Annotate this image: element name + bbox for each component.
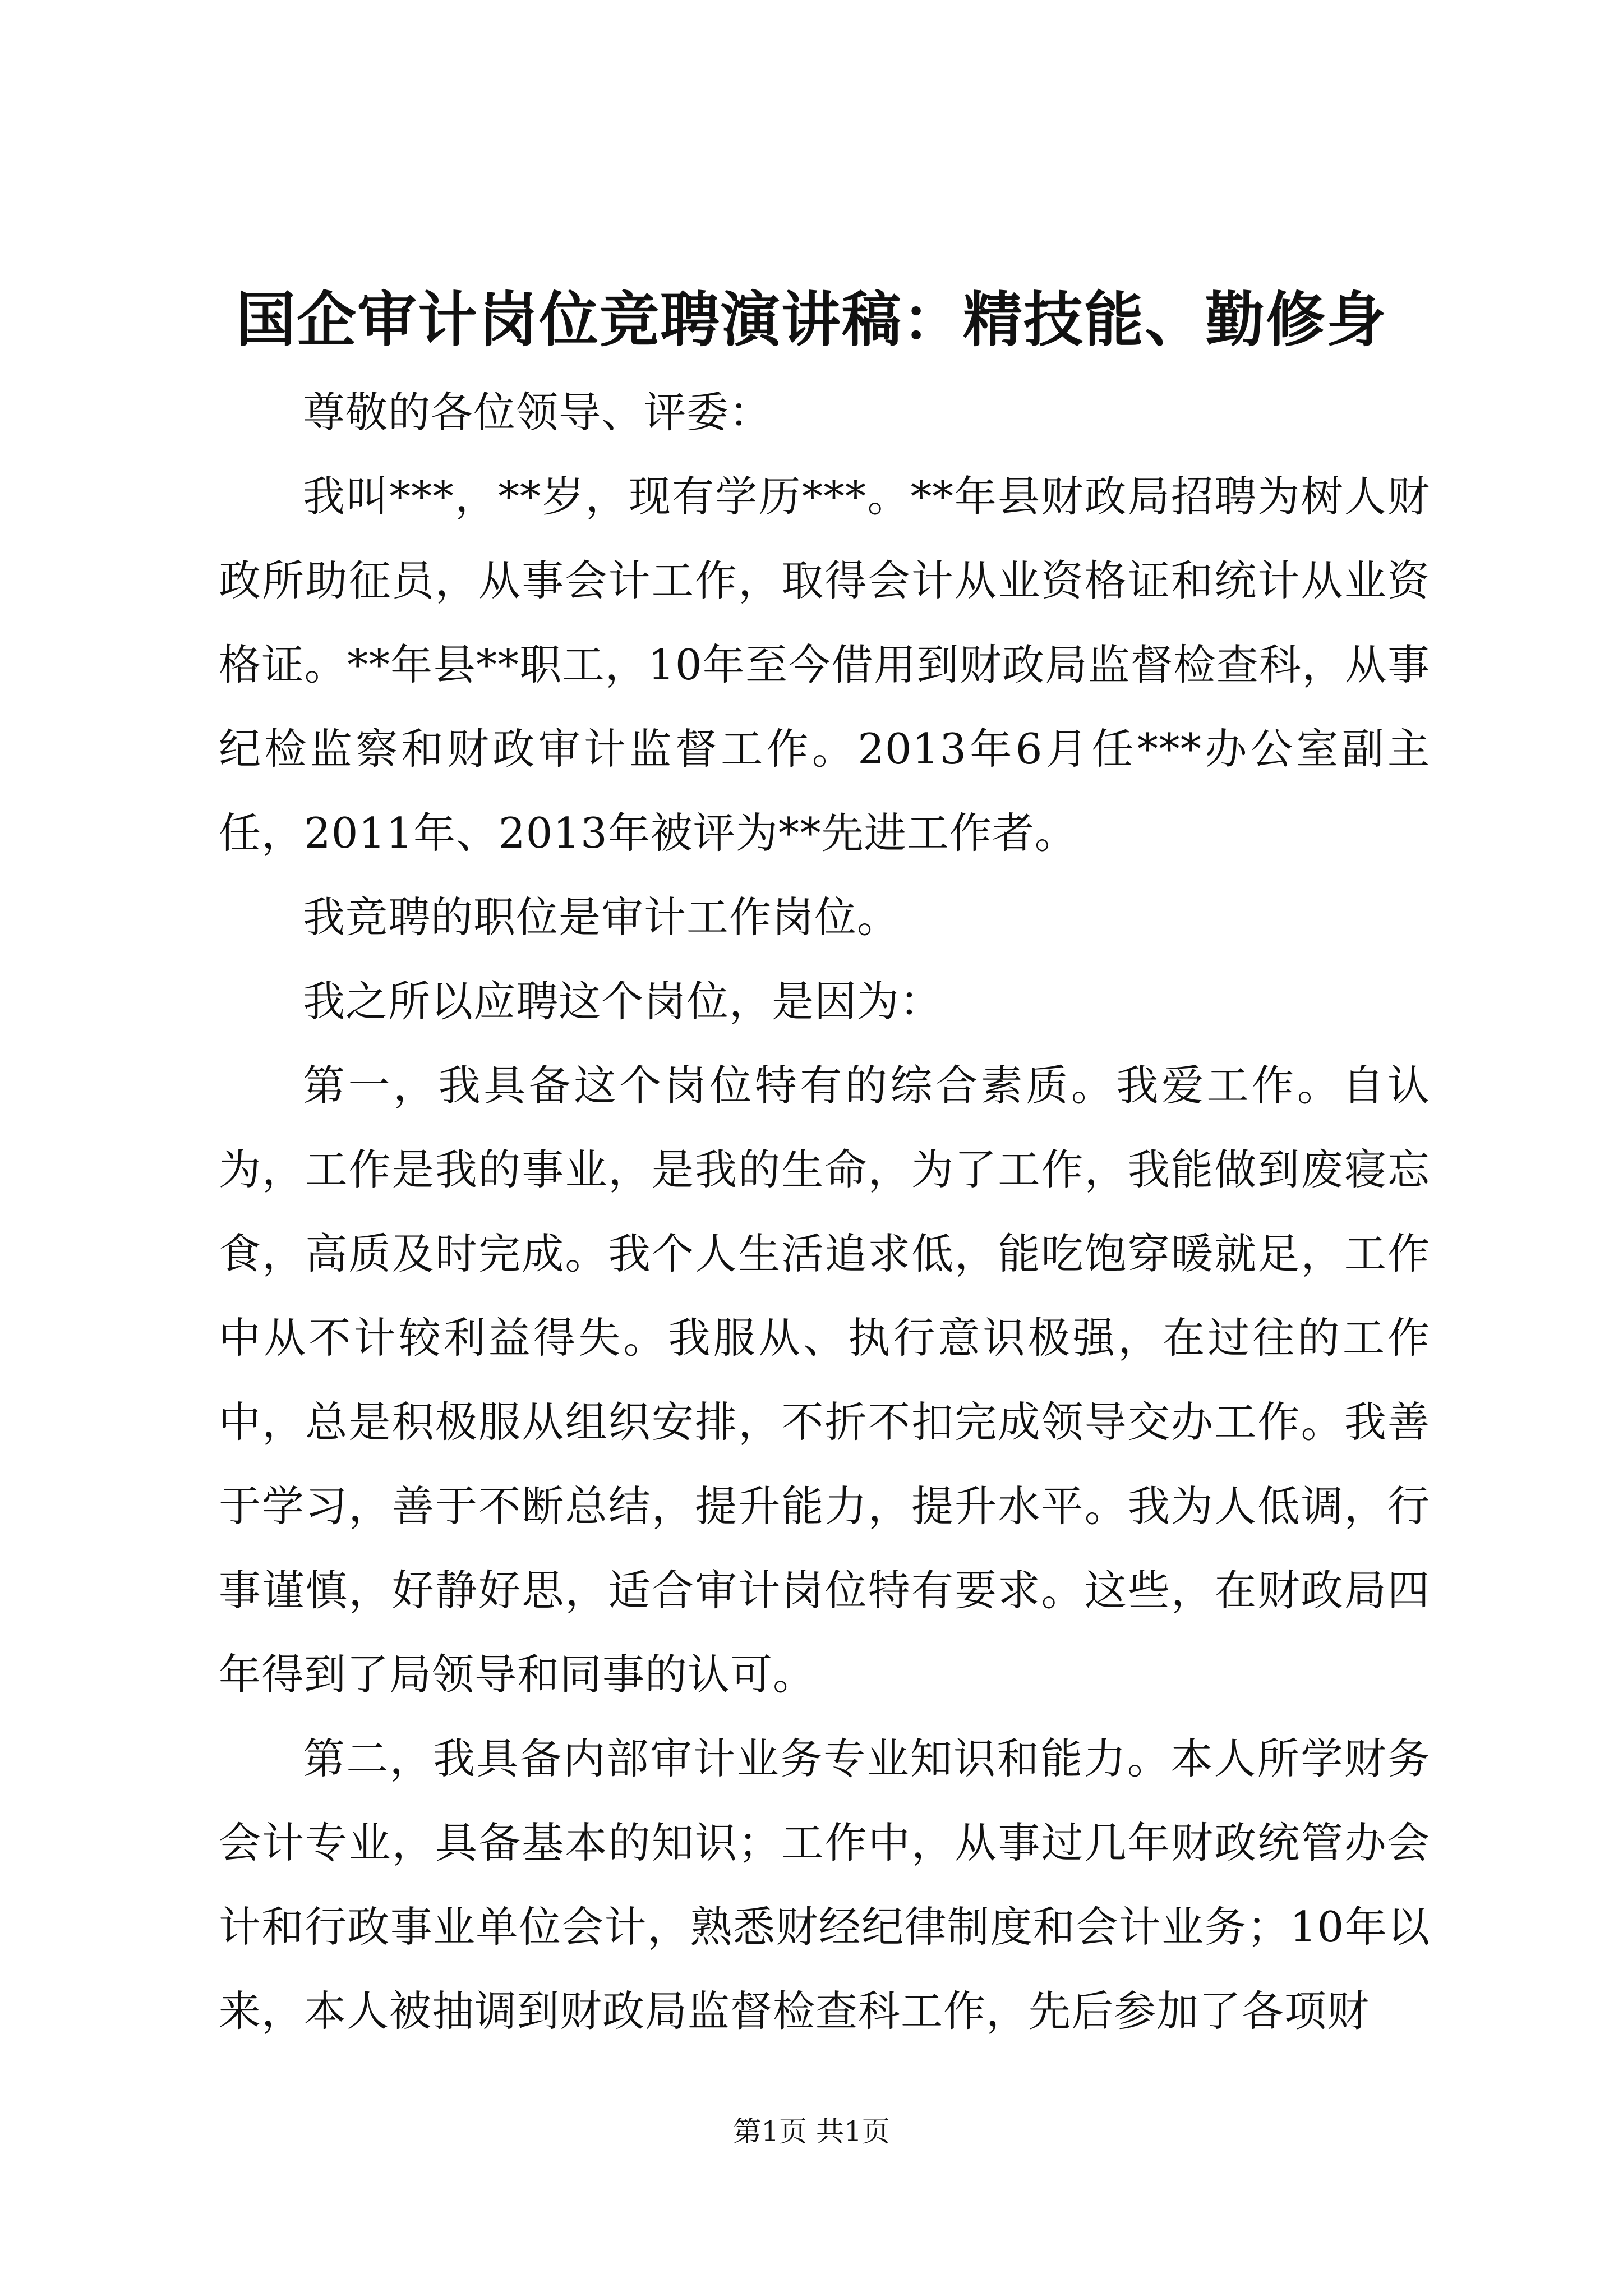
paragraph-self-introduction: 我叫***，**岁，现有学历***。**年县财政局招聘为树人财政所助征员，从事会计工作，取得会计从业资格证和统计从业资格证。**年县**职工，10年至今借用到财政局监督检查科，从事纪检监察和财政审计监督工作。2013年6月任***办公室副主任，2011年、2013年被评为**先进工作者。 [219, 472, 1430, 858]
paragraph-salutation: 尊敬的各位领导、评委： [303, 388, 772, 437]
paragraph-first-reason: 第一，我具备这个岗位特有的综合素质。我爱工作。自认为，工作是我的事业，是我的生命，为了工作，我能做到废寝忘食，高质及时完成。我个人生活追求低，能吃饱穿暖就足，工作中从不计较利益得失。我服从、执行意识极强，在过往的工作中，总是积极服从组织安排，不折不扣完成领导交办工作。我善于学习，善于不断总结，提升能力，提升水平。我为人低调，行事谨慎，好静好思，适合审计岗位特有要求。这些，在财政局四年得到了局领导和同事的认可。 [219, 1061, 1430, 1699]
page-footer: 第1页 共1页 [733, 2115, 890, 2148]
paragraph-position: 我竞聘的职位是审计工作岗位。 [303, 892, 900, 942]
document-body [219, 370, 1430, 2053]
document-title: 国企审计岗位竞聘演讲稿：精技能、勤修身 [236, 284, 1387, 355]
paragraph-second-reason: 第二，我具备内部审计业务专业知识和能力。本人所学财务会计专业，具备基本的知识；工作中，从事过几年财政统管办会计和行政事业单位会计，熟悉财经纪律制度和会计业务；10年以来，本人被抽调到财政局监督检查科工作，先后参加了各项财 [219, 1734, 1430, 2036]
paragraph-reason-intro: 我之所以应聘这个岗位，是因为： [303, 977, 943, 1026]
